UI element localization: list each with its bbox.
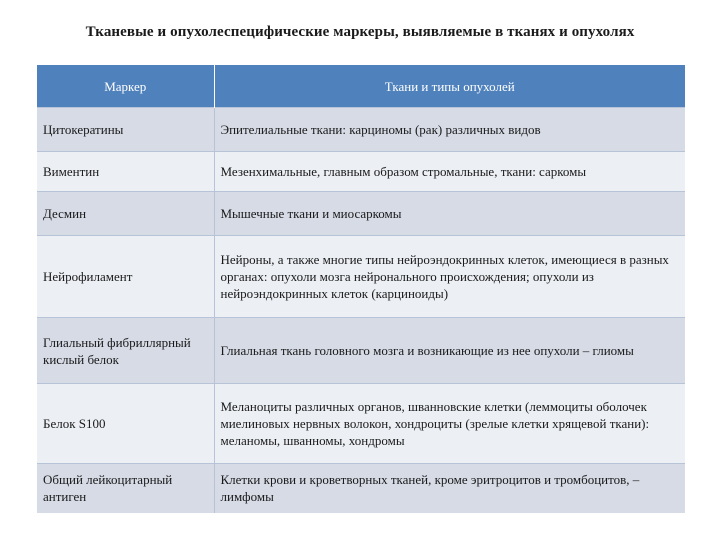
marker-cell: Десмин	[37, 192, 214, 236]
slide-title: Тканевые и опухолеспецифические маркеры, выявляемые в тканях и опухолях	[85, 24, 635, 40]
table-header-row	[37, 65, 685, 108]
tissues-cell: Мышечные ткани и миосаркомы	[214, 192, 685, 236]
tissues-cell: Глиальная ткань головного мозга и возникающие из нее опухоли – глиомы	[214, 318, 685, 384]
column-header-marker: Маркер	[37, 65, 214, 108]
table-row	[37, 152, 685, 192]
tissues-cell: Меланоциты различных органов, шванновские клетки (леммоциты оболочек миелиновых нервных волокон, хондроциты (зрелые клетки хрящевой ткани): меланомы, шванномы, хондромы	[214, 384, 685, 464]
tissues-cell: Клетки крови и кроветворных тканей, кроме эритроцитов и тромбоцитов, – лимфомы	[214, 464, 685, 513]
marker-cell: Нейрофиламент	[37, 236, 214, 318]
table-row	[37, 384, 685, 464]
table-row	[37, 236, 685, 318]
table-row	[37, 108, 685, 152]
column-header-tissues: Ткани и типы опухолей	[214, 65, 685, 108]
marker-cell: Белок S100	[37, 384, 214, 464]
tissues-cell: Мезенхимальные, главным образом стромальные, ткани: саркомы	[214, 152, 685, 192]
tissues-cell: Эпителиальные ткани: карциномы (рак) различных видов	[214, 108, 685, 152]
table-row	[37, 192, 685, 236]
marker-cell: Глиальный фибриллярный кислый белок	[37, 318, 214, 384]
table-row	[37, 318, 685, 384]
markers-table	[37, 65, 685, 513]
marker-cell: Общий лейкоцитарный антиген	[37, 464, 214, 513]
marker-cell: Виментин	[37, 152, 214, 192]
table-row	[37, 464, 685, 513]
marker-cell: Цитокератины	[37, 108, 214, 152]
tissues-cell: Нейроны, а также многие типы нейроэндокринных клеток, имеющиеся в разных органах: опухоли мозга нейронального происхождения; опухоли из нейроэндокринных клеток (карциноиды)	[214, 236, 685, 318]
